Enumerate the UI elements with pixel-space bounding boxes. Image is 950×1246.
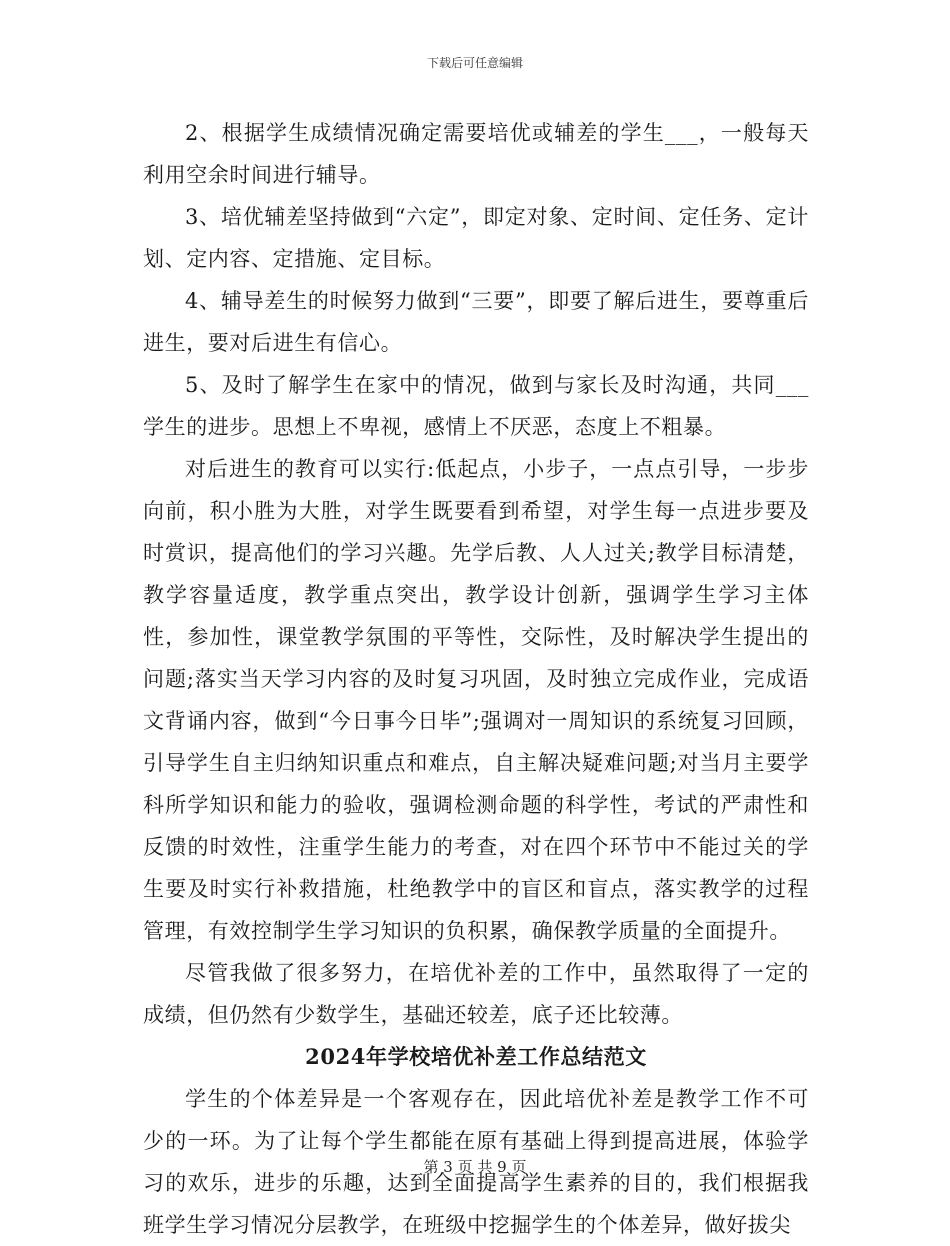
section-title: 2024年学校培优补差工作总结范文 bbox=[305, 1044, 647, 1069]
paragraph-item-4: 4、辅导差生的时候努力做到“三要”，即要了解后进生，要尊重后进生，要对后进生有信心。 bbox=[143, 289, 809, 355]
page-number: 第 3 页 共 9 页 bbox=[423, 1158, 527, 1176]
document-body bbox=[143, 112, 809, 1246]
paragraph-intro: 学生的个体差异是一个客观存在，因此培优补差是教学工作不可少的一环。为了让每个学生都能在原有基础上得到提高进展，体验学习的欢乐，进步的乐趣，达到全面提高学生素养的目的，我们根据我班学生学习情况分层教学，在班级中挖掘学生的个体差异，做好拔尖 bbox=[143, 1087, 809, 1237]
paragraph-item-5: 5、及时了解学生在家中的情况，做到与家长及时沟通，共同___学生的进步。思想上不卑视，感情上不厌恶，态度上不粗暴。 bbox=[143, 373, 809, 439]
page-header: 下载后可任意编辑 bbox=[426, 56, 523, 70]
paragraph-teaching-method: 对后进生的教育可以实行:低起点，小步子，一点点引导，一步步向前，积小胜为大胜，对学生既要看到希望，对学生每一点进步要及时赏识，提高他们的学习兴趣。先学后教、人人过关;教学目标清楚，教学容量适度，教学重点突出，教学设计创新，强调学生学习主体性，参加性，课堂教学氛围的平等性，交际性，及时解决学生提出的问题;落实当天学习内容的及时复习巩固，及时独立完成作业，完成语文背诵内容，做到“今日事今日毕”;强调对一周知识的系统复习回顾，引导学生自主归纳知识重点和难点，自主解决疑难问题;对当月主要学科所学知识和能力的验收，强调检测命题的科学性，考试的严肃性和反馈的时效性，注重学生能力的考查，对在四个环节中不能过关的学生要及时实行补救措施，杜绝教学中的盲区和盲点，落实教学的过程管理，有效控制学生学习知识的负积累，确保教学质量的全面提升。 bbox=[143, 457, 809, 943]
paragraph-item-3: 3、培优辅差坚持做到“六定”，即定对象、定时间、定任务、定计划、定内容、定措施、定目标。 bbox=[143, 205, 809, 271]
paragraph-item-2: 2、根据学生成绩情况确定需要培优或辅差的学生___，一般每天利用空余时间进行辅导。 bbox=[143, 121, 809, 187]
paragraph-summary: 尽管我做了很多努力，在培优补差的工作中，虽然取得了一定的成绩，但仍然有少数学生，基础还较差，底子还比较薄。 bbox=[143, 961, 809, 1027]
